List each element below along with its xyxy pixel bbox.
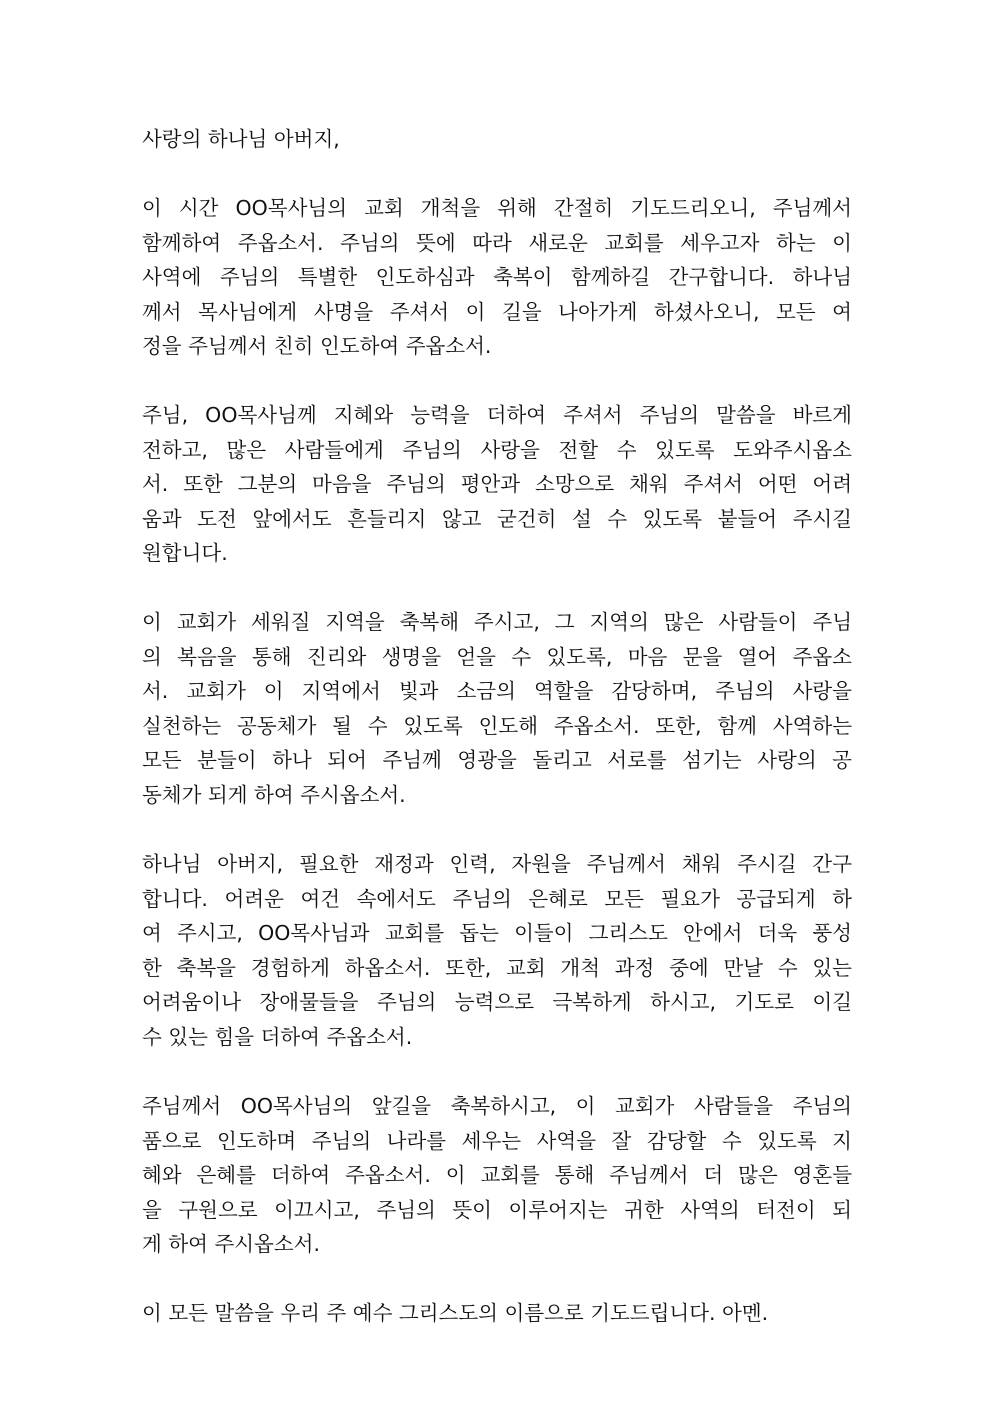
paragraph-4 bbox=[142, 847, 852, 1054]
text-line: 함께하여 주옵소서. 주님의 뜻에 따라 새로운 교회를 세우고자 하는 이 bbox=[142, 230, 852, 255]
text-line: 게 하여 주시옵소서. bbox=[142, 1232, 320, 1256]
text-line: 서. 또한 그분의 마음을 주님의 평안과 소망으로 채워 주셔서 어떤 어려 bbox=[142, 472, 852, 496]
text-line: 움과 도전 앞에서도 흔들리지 않고 굳건히 설 수 있도록 붙들어 주시길 bbox=[142, 506, 852, 531]
text-line: 동체가 되게 하여 주시옵소서. bbox=[142, 782, 406, 807]
closing-line bbox=[142, 1296, 852, 1331]
text-line: 한 축복을 경험하게 하옵소서. 또한, 교회 개척 과정 중에 만날 수 있는 bbox=[142, 955, 852, 980]
text-line: 서. 교회가 이 지역에서 빛과 소금의 역할을 감당하며, 주님의 사랑을 bbox=[142, 679, 852, 703]
text-line: 수 있는 힘을 더하여 주옵소서. bbox=[142, 1024, 413, 1049]
text-line: 원합니다. bbox=[142, 541, 228, 565]
text-line: 전하고, 많은 사람들에게 주님의 사랑을 전할 수 있도록 도와주시옵소 bbox=[142, 437, 852, 462]
paragraph-5 bbox=[142, 1089, 852, 1262]
text-line: 정을 주님께서 친히 인도하여 주옵소서. bbox=[142, 334, 492, 358]
text-line: 이 시간 OO목사님의 교회 개척을 위해 간절히 기도드리오니, 주님께서 bbox=[142, 196, 852, 220]
text-line: 께서 목사님에게 사명을 주셔서 이 길을 나아가게 하셨사오니, 모든 여 bbox=[142, 299, 852, 324]
text-line: 이 모든 말씀을 우리 주 예수 그리스도의 이름으로 기도드립니다. 아멘. bbox=[142, 1301, 769, 1325]
salutation bbox=[142, 122, 852, 157]
text-line: 의 복음을 통해 진리와 생명을 얻을 수 있도록, 마음 문을 열어 주옵소 bbox=[142, 644, 852, 669]
text-line: 모든 분들이 하나 되어 주님께 영광을 돌리고 서로를 섬기는 사랑의 공 bbox=[142, 748, 852, 772]
text-line: 하나님 아버지, 필요한 재정과 인력, 자원을 주님께서 채워 주시길 간구 bbox=[142, 852, 852, 876]
paragraph-1 bbox=[142, 191, 852, 364]
text-line: 사랑의 하나님 아버지, bbox=[142, 127, 340, 151]
text-line: 실천하는 공동체가 될 수 있도록 인도해 주옵소서. 또한, 함께 사역하는 bbox=[142, 713, 852, 738]
text-line: 품으로 인도하며 주님의 나라를 세우는 사역을 잘 감당할 수 있도록 지 bbox=[142, 1128, 852, 1153]
text-line: 어려움이나 장애물들을 주님의 능력으로 극복하게 하시고, 기도로 이길 bbox=[142, 990, 852, 1014]
text-line: 사역에 주님의 특별한 인도하심과 축복이 함께하길 간구합니다. 하나님 bbox=[142, 265, 852, 289]
text-line: 이 교회가 세워질 지역을 축복해 주시고, 그 지역의 많은 사람들이 주님 bbox=[142, 610, 852, 634]
text-line: 합니다. 어려운 여건 속에서도 주님의 은혜로 모든 필요가 공급되게 하 bbox=[142, 886, 852, 911]
text-line: 주님께서 OO목사님의 앞길을 축복하시고, 이 교회가 사람들을 주님의 bbox=[142, 1094, 852, 1118]
text-line: 혜와 은혜를 더하여 주옵소서. 이 교회를 통해 주님께서 더 많은 영혼들 bbox=[142, 1163, 852, 1187]
text-line: 주님, OO목사님께 지혜와 능력을 더하여 주셔서 주님의 말씀을 바르게 bbox=[142, 403, 852, 427]
paragraph-3 bbox=[142, 605, 852, 812]
text-line: 을 구원으로 이끄시고, 주님의 뜻이 이루어지는 귀한 사역의 터전이 되 bbox=[142, 1197, 852, 1222]
paragraph-2 bbox=[142, 398, 852, 571]
text-line: 여 주시고, OO목사님과 교회를 돕는 이들이 그리스도 안에서 더욱 풍성 bbox=[142, 921, 852, 945]
